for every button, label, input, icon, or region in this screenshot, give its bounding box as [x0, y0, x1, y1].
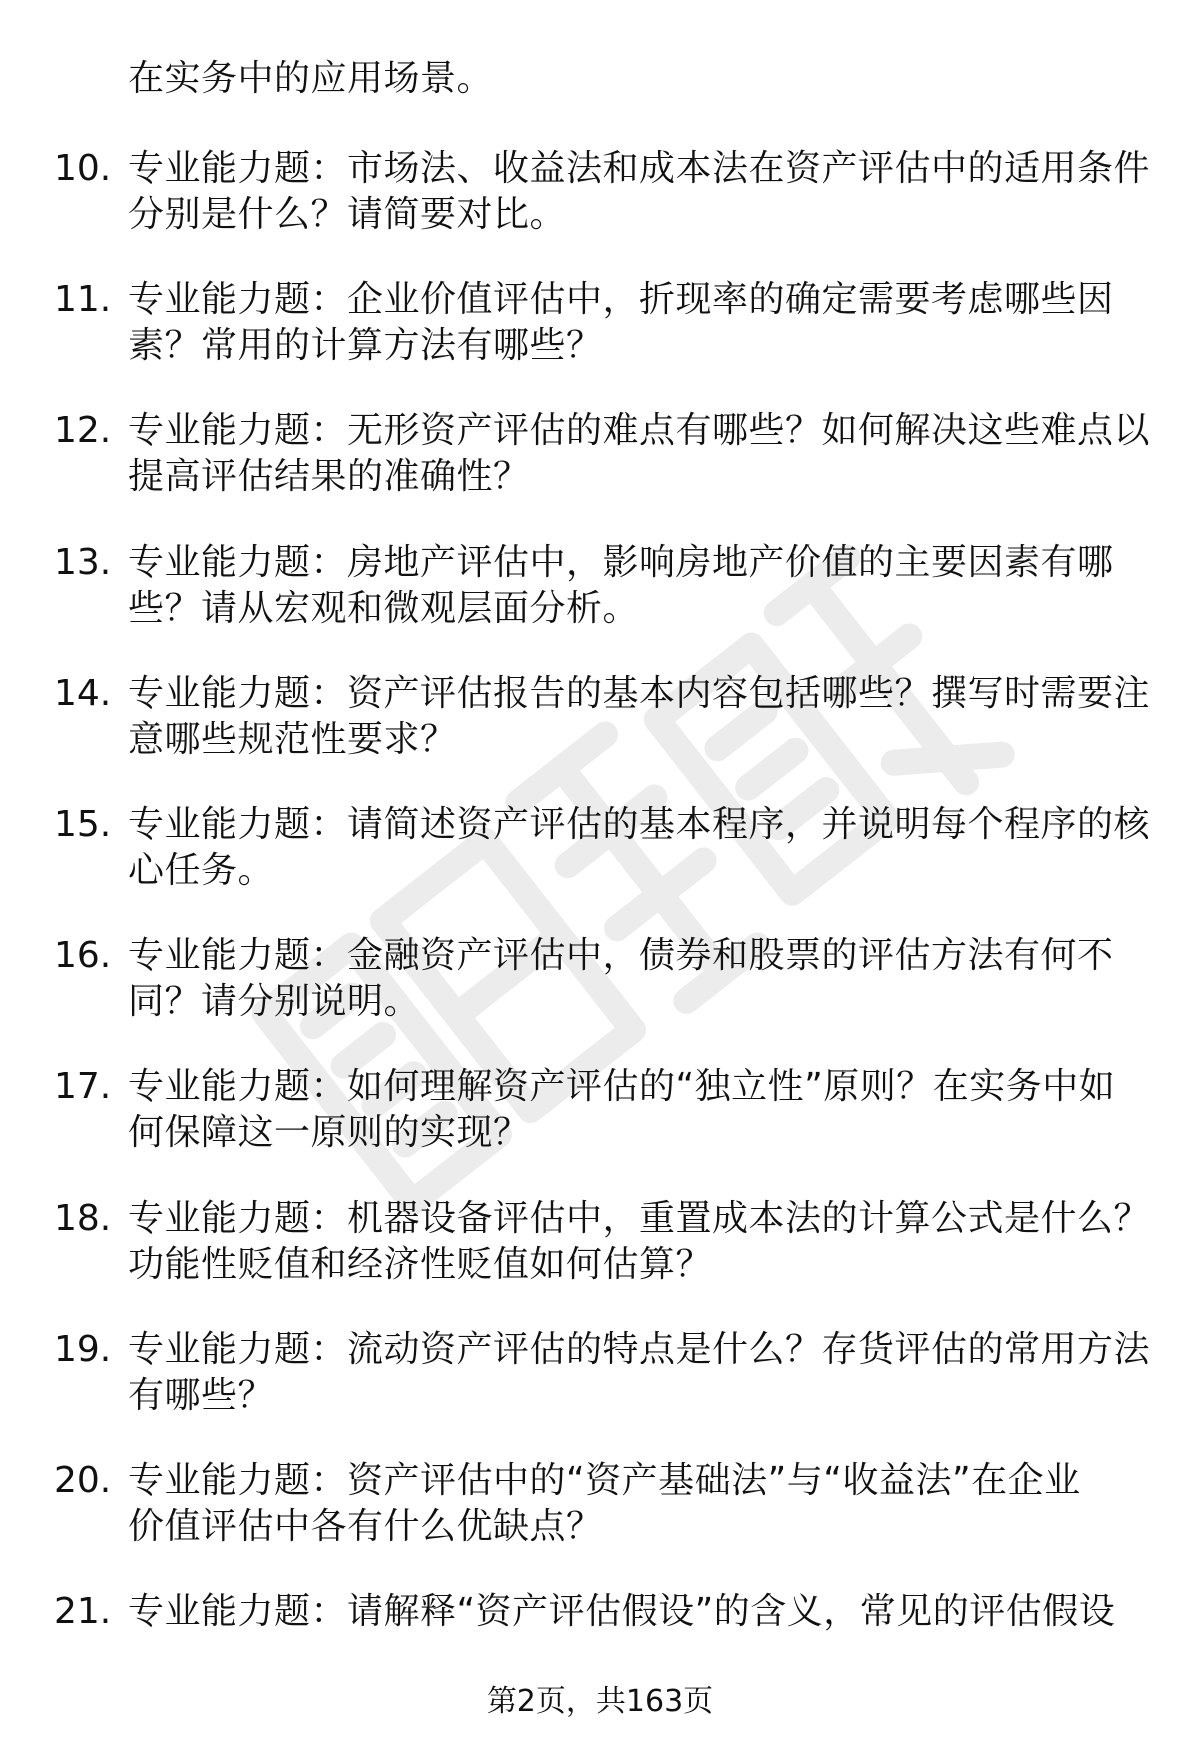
- question-text-line: 同？请分别说明。: [128, 981, 421, 1023]
- question-number: 19.: [54, 1328, 112, 1370]
- question-number: 10.: [54, 148, 112, 189]
- question-number: 18.: [54, 1197, 112, 1239]
- question-text: [128, 540, 1148, 632]
- question-text-line: 专业能力题：机器设备评估中，重置成本法的计算公式是什么？: [128, 1197, 1151, 1239]
- page-footer: 第2页，共163页: [486, 1684, 714, 1719]
- question-text: [128, 1064, 1148, 1156]
- question-number: 15.: [54, 803, 112, 845]
- question-text-line: 专业能力题：请简述资产评估的基本程序，并说明每个程序的核: [128, 803, 1151, 845]
- question-text-line: 功能性贬值和经济性贬值如何估算？: [128, 1243, 713, 1285]
- question-text: [128, 933, 1148, 1025]
- question-item: [0, 671, 1200, 802]
- question-item: [0, 540, 1200, 671]
- question-text: [128, 802, 1151, 894]
- question-text-line: 专业能力题：资产评估报告的基本内容包括哪些？撰写时需要注: [128, 672, 1151, 714]
- question-item: [0, 408, 1200, 539]
- question-text: [128, 1327, 1151, 1419]
- question-number: 13.: [54, 541, 112, 583]
- question-text-line: 专业能力题：如何理解资产评估的“独立性”原则？在实务中如: [128, 1066, 1116, 1108]
- question-text-line: 素？常用的计算方法有哪些？: [128, 325, 603, 367]
- question-text-line: 专业能力题：企业价值评估中，折现率的确定需要考虑哪些因: [128, 279, 1114, 321]
- question-text-line: 专业能力题：金融资产评估中，债券和股票的评估方法有何不: [128, 935, 1114, 977]
- question-item: [0, 1458, 1200, 1589]
- question-text-line: 心任务。: [128, 849, 275, 891]
- question-text-line: 专业能力题：请解释“资产评估假设”的含义，常见的评估假设: [128, 1591, 1116, 1633]
- question-text: [128, 671, 1151, 763]
- question-text-line: 提高评估结果的准确性？: [128, 456, 530, 498]
- question-text: [128, 1196, 1151, 1288]
- question-text: [128, 277, 1148, 369]
- question-text-line: 专业能力题：资产评估中的“资产基础法”与“收益法”在企业: [128, 1459, 1081, 1501]
- question-number: 11.: [54, 279, 112, 321]
- question-number: 20.: [54, 1459, 112, 1501]
- question-text-line: 意哪些规范性要求？: [128, 718, 457, 760]
- question-text-line: 有哪些？: [128, 1374, 275, 1416]
- question-item: [0, 1327, 1200, 1458]
- question-text-line: 些？请从宏观和微观层面分析。: [128, 587, 640, 629]
- question-text: [128, 1458, 1148, 1550]
- question-text-line: 分别是什么？请简要对比。: [128, 194, 567, 235]
- question-number: 21.: [54, 1591, 112, 1633]
- question-text: [128, 146, 1151, 238]
- continuation-text: 在实务中的应用场景。: [128, 58, 494, 99]
- question-text: [128, 1589, 1148, 1635]
- question-text-line: 专业能力题：无形资产评估的难点有哪些？如何解决这些难点以: [128, 410, 1151, 452]
- question-list: [0, 146, 1200, 1720]
- question-number: 16.: [54, 935, 112, 977]
- question-text-line: 何保障这一原则的实现？: [128, 1112, 530, 1154]
- question-item: [0, 146, 1200, 277]
- question-text-line: 专业能力题：房地产评估中，影响房地产价值的主要因素有哪: [128, 541, 1114, 583]
- question-text-line: 专业能力题：流动资产评估的特点是什么？存货评估的常用方法: [128, 1328, 1151, 1370]
- question-text-line: 专业能力题：市场法、收益法和成本法在资产评估中的适用条件: [128, 148, 1151, 189]
- question-item: [0, 933, 1200, 1064]
- question-item: [0, 802, 1200, 933]
- question-text: [128, 408, 1151, 500]
- question-number: 17.: [54, 1066, 112, 1108]
- question-number: 12.: [54, 410, 112, 452]
- question-item: [0, 1196, 1200, 1327]
- question-item: [0, 1064, 1200, 1195]
- question-text-line: 价值评估中各有什么优缺点？: [128, 1505, 603, 1547]
- question-item: [0, 277, 1200, 408]
- question-number: 14.: [54, 672, 112, 714]
